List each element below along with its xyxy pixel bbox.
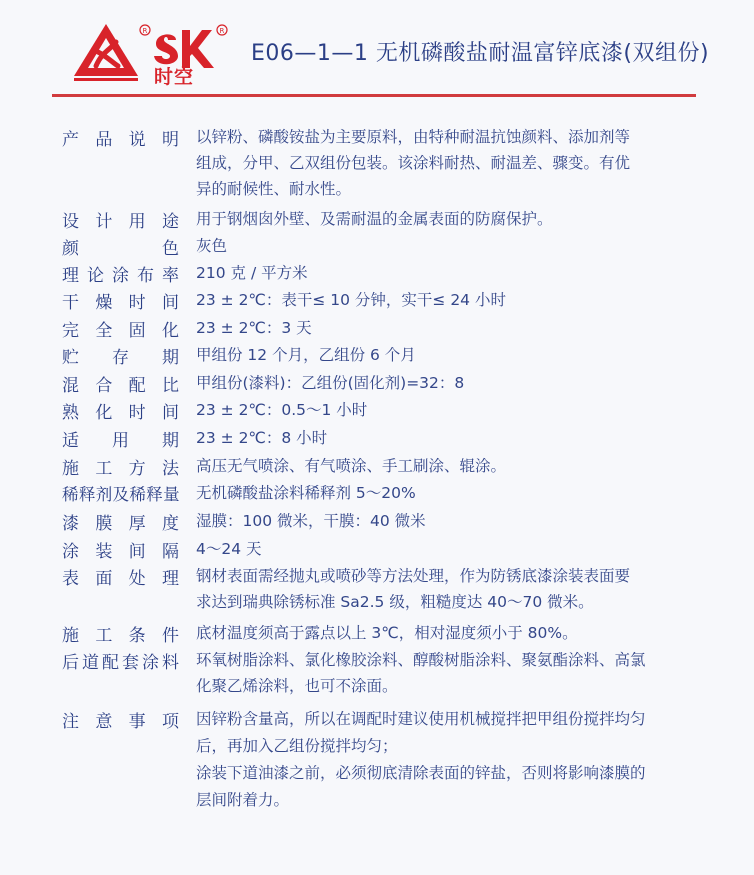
spec-value: 高压无气喷涂、有气喷涂、手工刷涂、辊涂。 bbox=[196, 457, 507, 475]
spec-label: 理论涂布率 bbox=[62, 266, 179, 286]
spec-value: 以锌粉、磷酸铵盐为主要原料，由特种耐温抗蚀颜料、添加剂等 组成，分甲、乙双组份包装。该涂料耐热、耐温差、骤变。有优 异的耐候性、耐水性。 bbox=[196, 128, 631, 198]
logo-text: 时空 bbox=[154, 66, 195, 88]
spec-label: 适用期 bbox=[62, 431, 179, 451]
spec-value: 23 ± 2℃：3 天 bbox=[196, 319, 312, 337]
spec-value: 钢材表面需经抛丸或喷砂等方法处理，作为防锈底漆涂装表面要 求达到瑞典除锈标准 Sa2.5 级，粗糙度达 40～70 微米。 bbox=[196, 567, 631, 611]
spec-value: 23 ± 2℃：0.5～1 小时 bbox=[196, 401, 368, 419]
svg-text:R: R bbox=[142, 27, 148, 35]
spec-value: 甲组份(漆料)：乙组份(固化剂)=32：8 bbox=[196, 374, 465, 392]
spec-label: 设计用途 bbox=[62, 212, 179, 232]
spec-label: 产品说明 bbox=[62, 130, 179, 150]
spec-value: 因锌粉含量高，所以在调配时建议使用机械搅拌把甲组份搅拌均匀 后，再加入乙组份搅拌均匀； 涂装下道油漆之前，必须彻底清除表面的锌盐，否则将影响漆膜的 层间附着力。 bbox=[196, 710, 646, 809]
spec-label: 注意事项 bbox=[62, 712, 179, 732]
spec-label: 涂装间隔 bbox=[62, 542, 179, 562]
spec-value: 无机磷酸盐涂料稀释剂 5～20% bbox=[196, 484, 416, 502]
spec-label: 混合配比 bbox=[62, 376, 179, 396]
spec-label: 熟化时间 bbox=[62, 403, 179, 423]
spec-label: 颜色 bbox=[62, 239, 179, 259]
spec-label: 施工条件 bbox=[62, 626, 179, 646]
spec-value: 灰色 bbox=[196, 237, 228, 255]
spec-label: 稀释剂及稀释量 bbox=[62, 485, 179, 504]
page-title: E06—1—1 无机磷酸盐耐温富锌底漆(双组份) bbox=[251, 41, 710, 66]
spec-value: 湿膜：100 微米，干膜：40 微米 bbox=[196, 512, 426, 530]
spec-label: 漆膜厚度 bbox=[62, 514, 179, 534]
spec-label: 施工方法 bbox=[62, 459, 179, 479]
spec-label: 干燥时间 bbox=[62, 293, 179, 313]
spec-label: 后道配套涂料 bbox=[62, 653, 179, 673]
spec-value: 23 ± 2℃：8 小时 bbox=[196, 429, 328, 447]
header bbox=[0, 0, 754, 96]
spec-label: 贮存期 bbox=[62, 348, 179, 368]
spec-value: 底材温度须高于露点以上 3℃，相对湿度须小于 80%。 bbox=[196, 624, 578, 642]
spec-value: 210 克 / 平方米 bbox=[196, 264, 308, 282]
spec-value: 环氧树脂涂料、氯化橡胶涂料、醇酸树脂涂料、聚氨酯涂料、高氯 化聚乙烯涂料，也可不涂面。 bbox=[196, 651, 646, 695]
spec-label: 完全固化 bbox=[62, 321, 179, 341]
spec-value: 23 ± 2℃：表干≤ 10 分钟，实干≤ 24 小时 bbox=[196, 291, 506, 309]
header-divider bbox=[52, 94, 696, 97]
spec-value: 用于钢烟囱外壁、及需耐温的金属表面的防腐保护。 bbox=[196, 210, 553, 228]
svg-text:R: R bbox=[219, 27, 225, 35]
spec-value: 4～24 天 bbox=[196, 540, 262, 558]
spec-label: 表面处理 bbox=[62, 569, 179, 589]
spec-value: 甲组份 12 个月，乙组份 6 个月 bbox=[196, 346, 416, 364]
